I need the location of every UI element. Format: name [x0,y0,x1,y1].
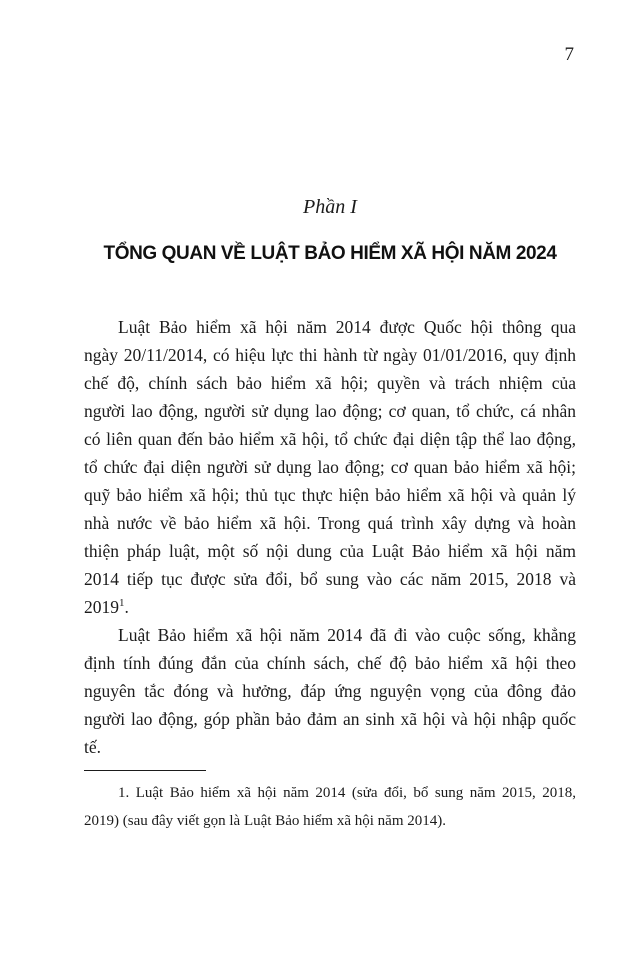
paragraph-1-tail: . [124,597,129,617]
chapter-heading: TỔNG QUAN VỀ LUẬT BẢO HIỂM XÃ HỘI NĂM 2024 [103,243,557,264]
paragraph-1-text: Luật Bảo hiểm xã hội năm 2014 được Quốc hội thông qua ngày 20/11/2014, có hiệu lực thi hành từ ngày 01/01/2016, quy định chế độ, chính sách bảo hiểm xã hội; quyền và trách nhiệm của người lao động, người sử dụng lao động; cơ quan, tổ chức, cá nhân có liên quan đến bảo hiểm xã hội, tổ chức đại diện tập thể lao động, tổ chức đại diện người sử dụng lao động; cơ quan bảo hiểm xã hội; quỹ bảo hiểm xã hội; thủ tục thực hiện bảo hiểm xã hội và quản lý nhà nước về bảo hiểm xã hội. Trong quá trình xây dựng và hoàn thiện pháp luật, một số nội dung của Luật Bảo hiểm xã hội năm 2014 tiếp tục được sửa đổi, bổ sung vào các năm 2015, 2018 và 2019 [84,317,576,617]
footnote-divider [84,770,206,771]
paragraph-1 [84,313,576,621]
part-title: Phần I [303,196,357,218]
paragraph-2: Luật Bảo hiểm xã hội năm 2014 đã đi vào cuộc sống, khẳng định tính đúng đắn của chính sách, chế độ bảo hiểm xã hội theo nguyên tắc đóng và hưởng, đáp ứng nguyện vọng của đông đảo người lao động, góp phần bảo đảm an sinh xã hội và hội nhập quốc tế. [84,625,576,757]
footnote-text: 1. Luật Bảo hiểm xã hội năm 2014 (sửa đổi, bổ sung năm 2015, 2018, 2019) (sau đây viết gọn là Luật Bảo hiểm xã hội năm 2014). [84,785,576,829]
footnote-reference: 1 [119,597,125,610]
page-number: 7 [564,44,574,65]
